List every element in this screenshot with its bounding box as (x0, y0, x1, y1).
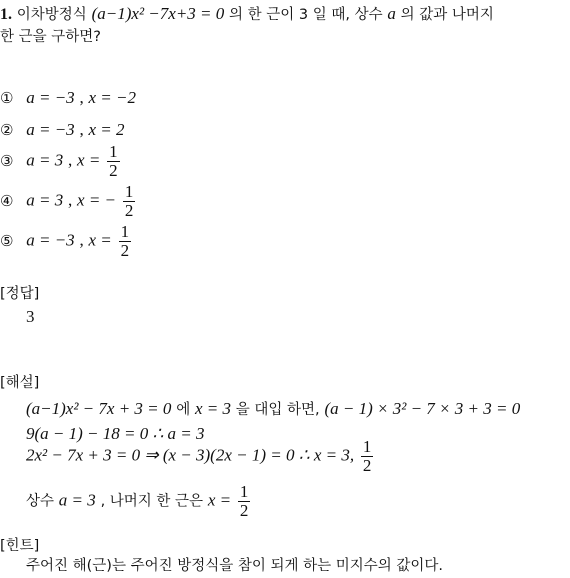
explanation-eq-4: 2x² − 7x + 3 = 0 ⇒ (x − 3)(2x − 1) = 0 ∴ x = 3, (26, 445, 355, 465)
hint-text: 주어진 해(근)는 주어진 방정식을 참이 되게 하는 미지수의 값이다. (26, 558, 443, 574)
explanation-eq-3: (a − 1) × 3² − 7 × 3 + 3 = 0 (324, 399, 521, 418)
hint-heading: [힌트] (0, 538, 40, 554)
fraction-numerator: 1 (109, 142, 118, 161)
choice-fraction (119, 223, 132, 260)
choice-1[interactable]: ① a = −3 , x = −2 (0, 88, 136, 107)
choice-2[interactable]: ② a = −3 , x = 2 (0, 120, 125, 139)
choice-marker: ③ (0, 151, 14, 170)
question-line-1 (0, 4, 494, 25)
fraction-denominator: 2 (239, 501, 249, 520)
answer-value: 3 (26, 307, 35, 326)
question-text-2: 한 근을 구하면? (0, 29, 101, 45)
choice-a-value: a = −3 (26, 120, 75, 139)
explanation-line-3 (26, 438, 375, 475)
choice-5[interactable]: ⑤ a = −3 , x = $\frac{1}{2}$ (0, 222, 130, 260)
fraction-numerator: 1 (239, 482, 249, 501)
fraction-numerator: 1 (124, 182, 134, 201)
question-var-a: a (387, 4, 396, 23)
choice-fraction (107, 143, 120, 180)
explanation-text-1: 에 (176, 402, 191, 418)
explanation-line-2: 9(a − 1) − 18 = 0 ∴ a = 3 (26, 424, 205, 443)
choice-marker: ⑤ (0, 231, 14, 250)
explanation-eq-1: (a−1)x² − 7x + 3 = 0 (26, 399, 172, 418)
question-equation: (a−1)x² −7x+3 = 0 (91, 4, 225, 23)
question-number: 1. (0, 6, 12, 23)
explanation-line-4 (26, 483, 252, 520)
choice-marker: ④ (0, 191, 14, 210)
explanation-eq-2: x = 3 (194, 399, 232, 418)
choice-x-value: x = 2 (88, 120, 125, 139)
explanation-text-4: , 나머지 한 근은 (100, 493, 204, 510)
explanation-eq-6: x = (207, 490, 232, 510)
choice-4[interactable]: ④ a = 3 , x = − $\frac{1}{2}$ (0, 182, 134, 220)
answer-heading: [정답] (0, 286, 40, 302)
fraction-numerator: 1 (362, 437, 372, 456)
explanation-eq-5: a = 3 (58, 490, 96, 510)
fraction-denominator: 2 (124, 201, 134, 220)
fraction-denominator: 2 (120, 241, 130, 260)
choice-marker: ① (0, 89, 14, 107)
question-line-2 (0, 26, 101, 47)
explanation-fraction (361, 438, 374, 475)
question-text-1: 이차방정식 (16, 7, 87, 23)
choice-a-value: a = −3 (26, 88, 75, 107)
question-text-1b: 의 한 근이 3 일 때, 상수 (229, 7, 383, 23)
choice-x-value: x = (88, 230, 112, 250)
explanation-heading: [해설] (0, 375, 40, 391)
explanation-text-3: 상수 (26, 493, 55, 510)
choice-marker: ② (0, 121, 14, 139)
explanation-line-1 (26, 399, 520, 420)
explanation-text-2: 을 대입 하면, (235, 402, 320, 418)
choice-a-value: a = 3 (26, 150, 64, 170)
question-text-1c: 의 값과 나머지 (400, 7, 494, 23)
choice-x-value: x = (77, 150, 101, 170)
choice-fraction (123, 183, 136, 220)
choice-a-value: a = −3 (26, 230, 75, 250)
choice-x-value: x = −2 (88, 88, 136, 107)
explanation-fraction (238, 483, 251, 520)
choice-a-value: a = 3 (26, 190, 64, 210)
fraction-denominator: 2 (109, 161, 118, 180)
choice-3[interactable]: ③ a = 3 , x = $\frac{1}{2}$ (0, 142, 118, 180)
fraction-numerator: 1 (120, 222, 130, 241)
fraction-denominator: 2 (362, 456, 372, 475)
choice-x-value: x = − (77, 190, 117, 210)
